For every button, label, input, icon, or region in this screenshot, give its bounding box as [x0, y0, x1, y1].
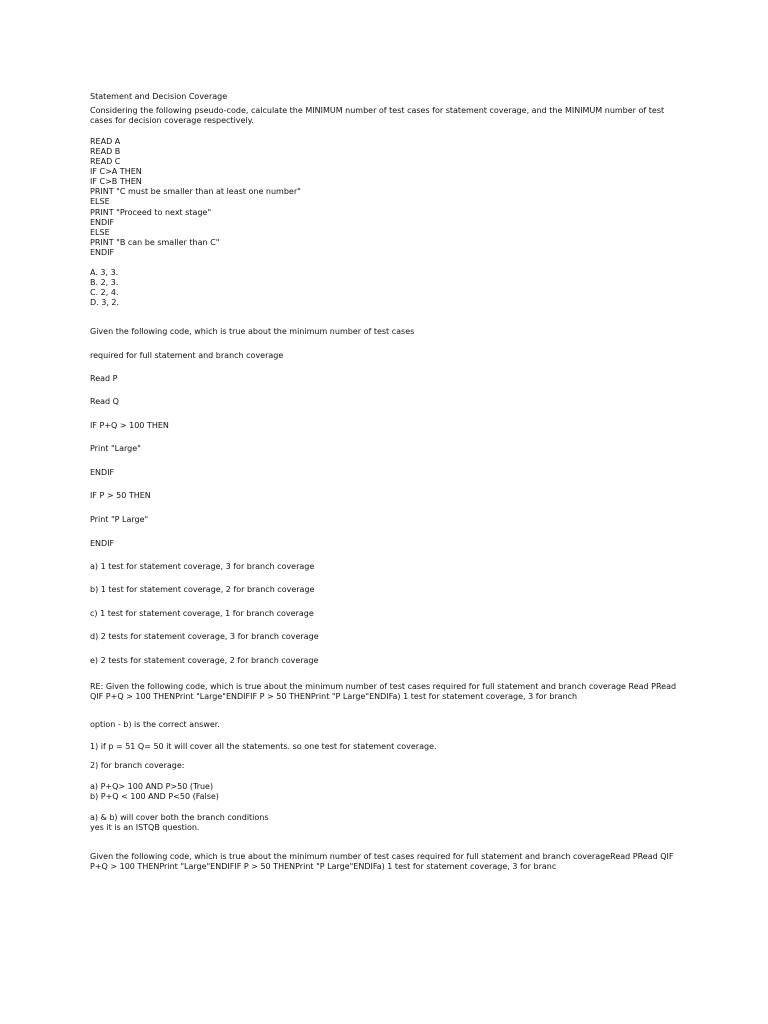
question-line: required for full statement and branch coverage [90, 351, 284, 360]
code-line: ENDIF [90, 468, 115, 477]
code-line: IF P > 50 THEN [90, 491, 151, 500]
option-line: e) 2 tests for statement coverage, 2 for branch coverage [90, 656, 319, 665]
closing-line: yes it is an ISTQB question. [90, 823, 200, 832]
option-line: c) 1 test for statement coverage, 1 for branch coverage [90, 609, 314, 618]
option-line: d) 2 tests for statement coverage, 3 for branch coverage [90, 632, 319, 641]
intro-line: Considering the following pseudo-code, calculate the MINIMUM number of test cases for statement coverage, and the MINIMUM number of test [90, 106, 665, 115]
code-line: ENDIF [90, 248, 115, 257]
code-line: Read Q [90, 397, 119, 406]
code-line: IF C>A THEN [90, 167, 142, 176]
reply-line: QIF P+Q > 100 THENPrint "Large"ENDIFIF P > 50 THENPrint "P Large"ENDIFa) 1 test for statement coverage, 3 for branch [90, 692, 578, 701]
explanation-line: 1) if p = 51 Q= 50 it will cover all the statements. so one test for statement coverage. [90, 742, 437, 751]
final-line: P+Q > 100 THENPrint "Large"ENDIFIF P > 50 THENPrint "P Large"ENDIFa) 1 test for statement coverage, 3 for branc [90, 862, 557, 871]
answer-line: option - b) is the correct answer. [90, 720, 220, 729]
branch-line: b) P+Q < 100 AND P<50 (False) [90, 792, 219, 801]
closing-line: a) & b) will cover both the branch conditions [90, 813, 269, 822]
code-line: Print "Large" [90, 444, 141, 453]
code-line: READ A [90, 137, 121, 146]
code-line: Read P [90, 374, 118, 383]
code-line: ELSE [90, 197, 110, 206]
reply-line: RE: Given the following code, which is true about the minimum number of test cases required for full statement and branch coverage Read PRead [90, 682, 677, 691]
option-line: A. 3, 3. [90, 268, 119, 277]
explanation-line: 2) for branch coverage: [90, 761, 185, 770]
code-line: PRINT "B can be smaller than C" [90, 238, 220, 247]
code-line: ENDIF [90, 539, 115, 548]
final-line: Given the following code, which is true about the minimum number of test cases required for full statement and branch coverageRead PRead QIF [90, 852, 674, 861]
code-line: PRINT "Proceed to next stage" [90, 208, 212, 217]
doc-title: Statement and Decision Coverage [90, 92, 228, 101]
code-line: PRINT "C must be smaller than at least one number" [90, 187, 301, 196]
code-line: ELSE [90, 228, 110, 237]
code-line: ENDIF [90, 218, 115, 227]
code-line: IF C>B THEN [90, 177, 142, 186]
code-line: READ C [90, 157, 121, 166]
intro-line: cases for decision coverage respectively. [90, 116, 254, 125]
option-line: a) 1 test for statement coverage, 3 for branch coverage [90, 562, 315, 571]
code-line: IF P+Q > 100 THEN [90, 421, 169, 430]
code-line: Print "P Large" [90, 515, 149, 524]
branch-line: a) P+Q> 100 AND P>50 (True) [90, 782, 214, 791]
question-line: Given the following code, which is true about the minimum number of test cases [90, 327, 415, 336]
option-line: b) 1 test for statement coverage, 2 for branch coverage [90, 585, 315, 594]
option-line: B. 2, 3. [90, 278, 119, 287]
option-line: C. 2, 4. [90, 288, 119, 297]
option-line: D. 3, 2. [90, 298, 120, 307]
code-line: READ B [90, 147, 121, 156]
